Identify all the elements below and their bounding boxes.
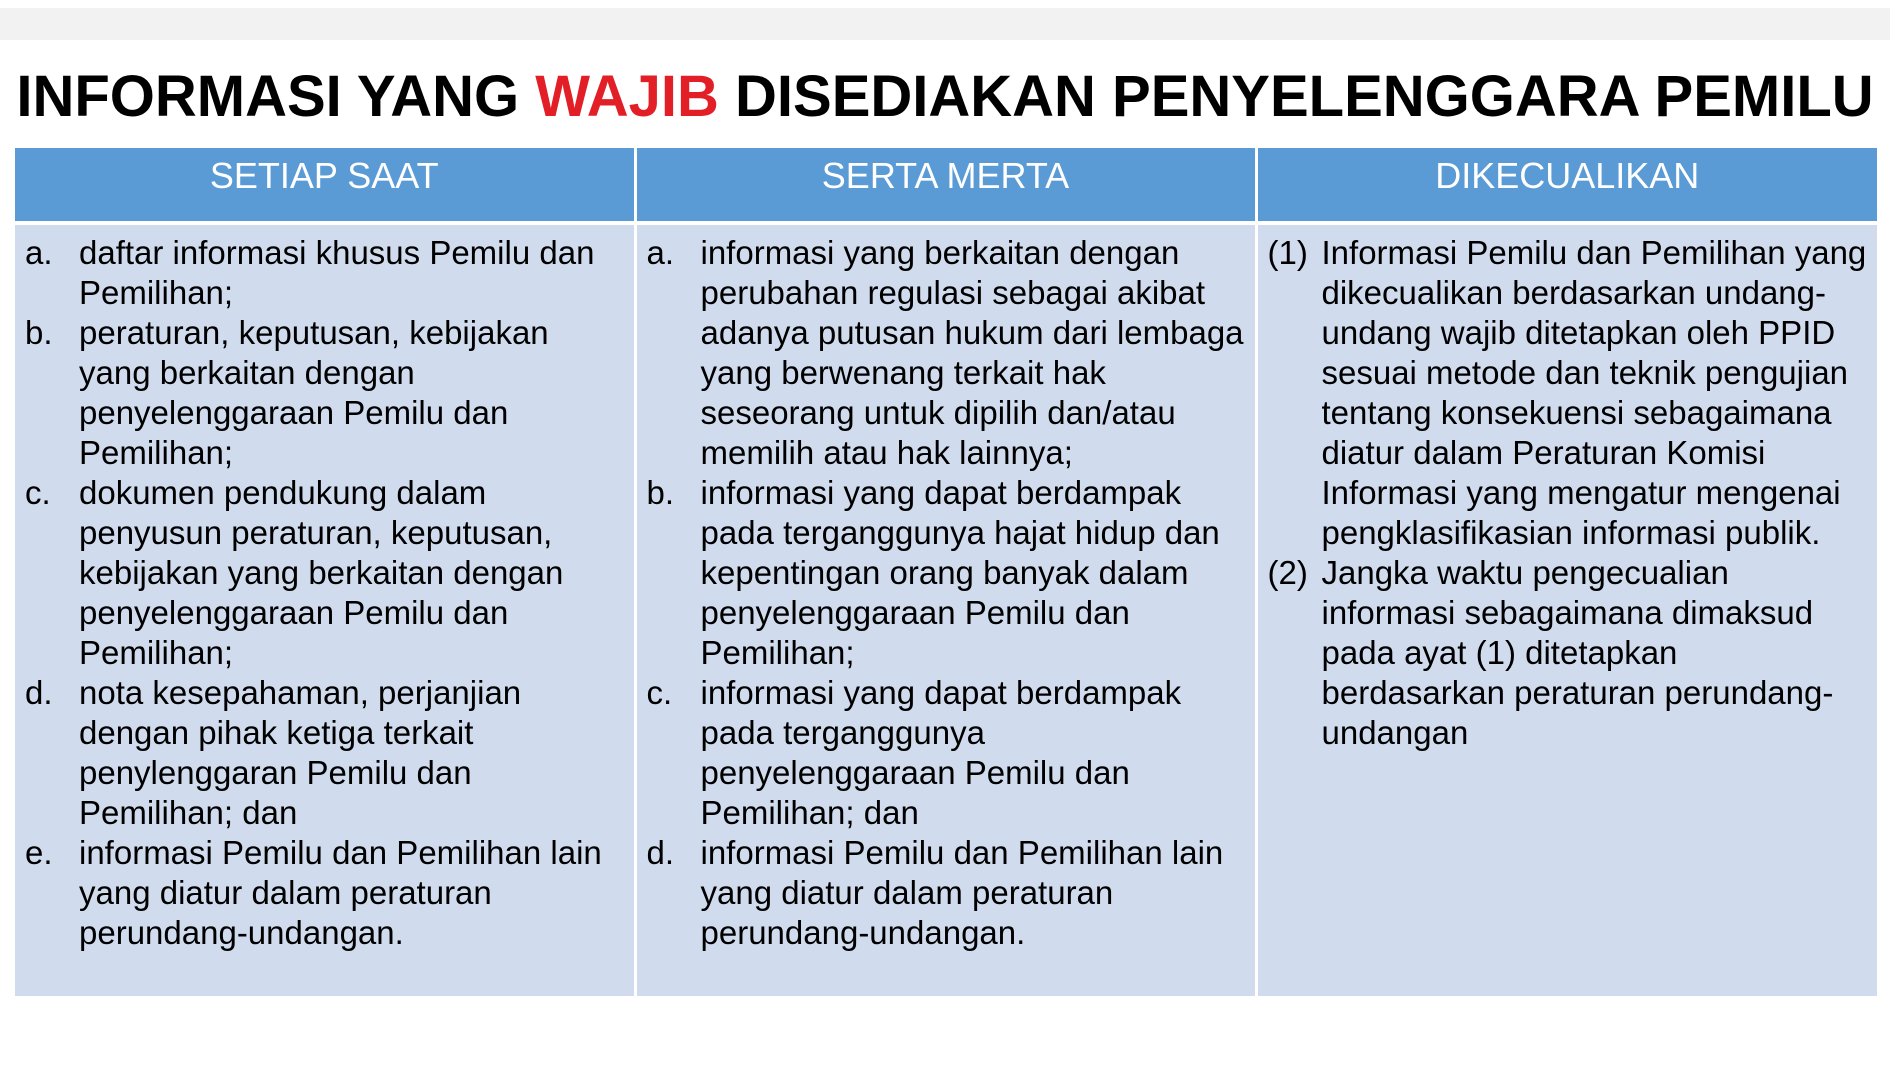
list-item [1268, 233, 1868, 553]
list-text: Jangka waktu pengecualian informasi sebagaimana dimaksud pada ayat (1) ditetapkan berdasarkan peraturan perundang-undangan [1321, 554, 1834, 751]
header-dikecualikan: DIKECUALIKAN [1256, 148, 1877, 223]
list-text: informasi Pemilu dan Pemilihan lain yang diatur dalam peraturan perundang-undangan. [700, 834, 1224, 951]
list-text: dokumen pendukung dalam penyusun peraturan, keputusan, kebijakan yang berkaitan dengan penyelenggaraan Pemilu dan Pemilihan; [79, 474, 564, 671]
list-text: informasi Pemilu dan Pemilihan lain yang diatur dalam peraturan perundang-undangan. [79, 834, 602, 951]
list-item [1268, 553, 1868, 753]
list-serta-merta [647, 233, 1245, 953]
list-marker: d. [646, 834, 675, 871]
header-setiap-saat: SETIAP SAAT [15, 148, 635, 223]
list-item [25, 473, 624, 673]
list-marker: (1) [1267, 234, 1308, 271]
title-highlight: WAJIB [535, 64, 719, 129]
list-item [25, 673, 624, 833]
list-text: daftar informasi khusus Pemilu dan Pemilihan; [79, 234, 595, 311]
list-item [25, 233, 624, 313]
list-dikecualikan [1268, 233, 1868, 753]
list-item [25, 833, 624, 953]
list-text: informasi yang dapat berdampak pada terganggunya penyelenggaraan Pemilu dan Pemilihan; dan [700, 674, 1182, 831]
list-item [647, 833, 1245, 953]
list-marker: e. [25, 834, 53, 871]
list-text: informasi yang berkaitan dengan perubahan regulasi sebagai akibat adanya putusan hukum dari lembaga yang berwenang terkait hak seseorang untuk dipilih dan/atau memilih atau hak lainnya; [700, 234, 1244, 471]
list-text: Informasi Pemilu dan Pemilihan yang dikecualikan berdasarkan undang-undang wajib ditetapkan oleh PPID sesuai metode dan teknik pengujian tentang konsekuensi sebagaimana diatur dalam Peraturan Komisi Informasi yang mengatur mengenai pengklasifikasian informasi publik. [1321, 234, 1867, 551]
list-marker: a. [646, 234, 675, 271]
cell-setiap-saat [15, 223, 635, 996]
table-header-row [15, 148, 1877, 223]
list-setiap-saat [25, 233, 624, 953]
list-item [647, 673, 1245, 833]
information-table [15, 148, 1877, 996]
header-serta-merta: SERTA MERTA [635, 148, 1256, 223]
title-part-2: DISEDIAKAN PENYELENGGARA PEMILU [718, 64, 1874, 129]
list-marker: b. [25, 314, 53, 351]
title-part-1: INFORMASI YANG [16, 64, 536, 129]
list-item [647, 233, 1245, 473]
list-text: peraturan, keputusan, kebijakan yang berkaitan dengan penyelenggaraan Pemilu dan Pemilihan; [79, 314, 549, 471]
list-marker: b. [646, 474, 675, 511]
list-marker: c. [25, 474, 51, 511]
list-marker: c. [646, 674, 673, 711]
cell-serta-merta [635, 223, 1256, 996]
list-marker: a. [25, 234, 53, 271]
list-text: informasi yang dapat berdampak pada terganggunya hajat hidup dan kepentingan orang banyak dalam penyelenggaraan Pemilu dan Pemilihan; [700, 474, 1220, 671]
list-text: nota kesepahaman, perjanjian dengan pihak ketiga terkait penylenggaran Pemilu dan Pemilihan; dan [79, 674, 522, 831]
table-body-row [15, 223, 1877, 996]
page-title [0, 62, 1890, 132]
cell-dikecualikan [1256, 223, 1877, 996]
list-item [25, 313, 624, 473]
list-item [647, 473, 1245, 673]
list-marker: d. [25, 674, 53, 711]
list-marker: (2) [1267, 554, 1308, 591]
top-strip [0, 8, 1890, 40]
